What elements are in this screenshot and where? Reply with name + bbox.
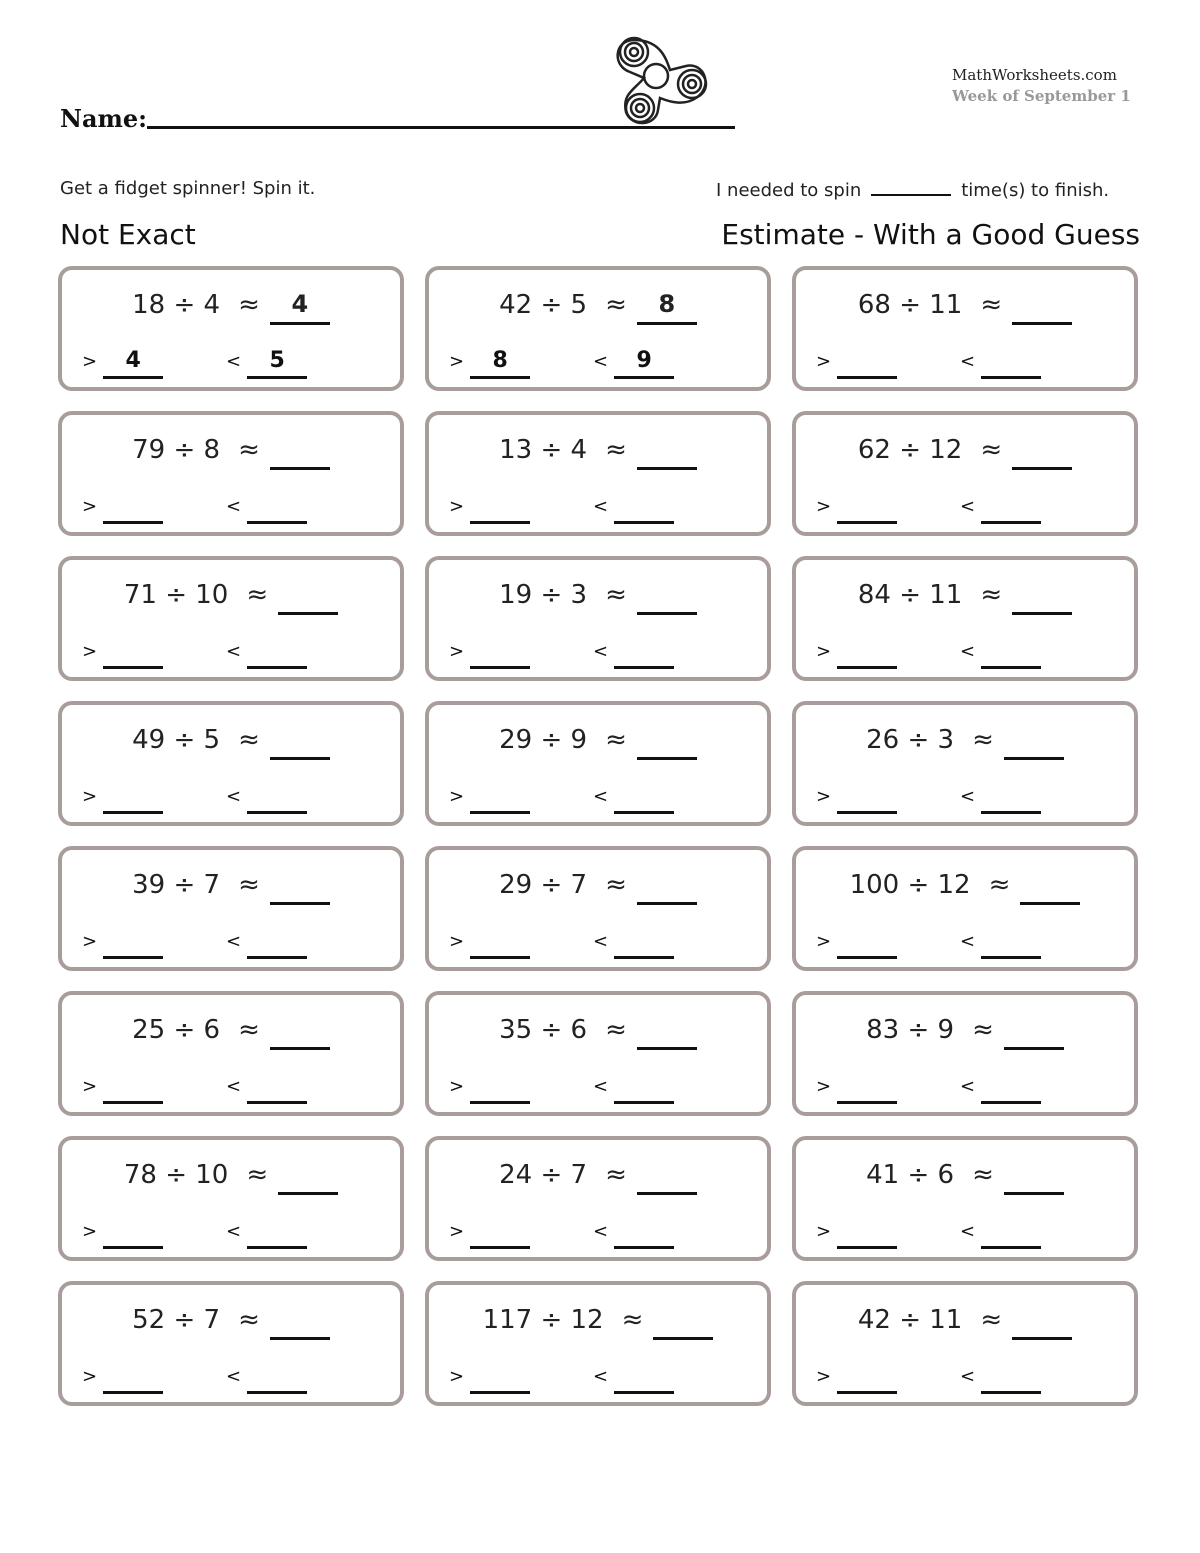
greater-than-symbol: >: [82, 1221, 98, 1242]
instruction-right-pre: I needed to spin: [716, 180, 862, 201]
approx-symbol: ≈: [980, 580, 1003, 610]
problem-card: [58, 991, 404, 1116]
problem-card: [792, 1281, 1138, 1406]
less-than-symbol: <: [593, 1076, 609, 1097]
problem-line: [62, 580, 400, 615]
greater-than-symbol: >: [449, 1076, 465, 1097]
problem-card: [58, 1136, 404, 1261]
upper-bound-field[interactable]: [981, 1365, 1041, 1394]
approx-symbol: ≈: [238, 870, 260, 900]
greater-than-symbol: >: [449, 931, 465, 952]
upper-bound-field[interactable]: [981, 495, 1041, 524]
estimate-answer-field[interactable]: [637, 725, 697, 760]
less-than-bound: [593, 930, 674, 959]
upper-bound-field[interactable]: [247, 1220, 307, 1249]
less-than-bound: [593, 785, 674, 814]
greater-than-bound: [816, 930, 897, 959]
lower-bound-field[interactable]: [470, 1220, 530, 1249]
lower-bound-field[interactable]: [837, 1365, 897, 1394]
greater-than-bound: [816, 1220, 897, 1249]
estimate-answer-field[interactable]: [1004, 725, 1064, 760]
division-expression: 71 ÷ 10: [123, 580, 229, 610]
less-than-symbol: <: [226, 786, 242, 807]
problem-card: [792, 266, 1138, 391]
problem-line: [796, 870, 1134, 905]
problem-line: [429, 290, 767, 325]
estimate-answer-field[interactable]: [637, 1160, 697, 1195]
greater-than-bound: [449, 1220, 530, 1249]
division-expression: 39 ÷ 7: [132, 870, 221, 900]
problem-line: [796, 1015, 1134, 1050]
division-expression: 42 ÷ 11: [857, 1305, 963, 1335]
problem-line: [62, 290, 400, 325]
problem-line: [62, 725, 400, 760]
problem-card: [58, 556, 404, 681]
less-than-bound: [226, 495, 307, 524]
approx-symbol: ≈: [605, 1015, 627, 1045]
spin-count-field[interactable]: [871, 178, 951, 196]
greater-than-symbol: >: [82, 931, 98, 952]
less-than-bound: [960, 350, 1041, 379]
lower-bound-field[interactable]: [837, 350, 897, 379]
estimate-answer-field[interactable]: [278, 580, 338, 615]
instruction-right-post: time(s) to finish.: [961, 180, 1110, 201]
upper-bound-field[interactable]: [614, 640, 674, 669]
greater-than-symbol: >: [816, 786, 832, 807]
upper-bound-field[interactable]: [981, 640, 1041, 669]
lower-bound-field[interactable]: [470, 640, 530, 669]
less-than-bound: [960, 495, 1041, 524]
less-than-bound: [226, 350, 307, 379]
problem-card: [58, 1281, 404, 1406]
less-than-symbol: <: [593, 1221, 609, 1242]
estimate-answer-field[interactable]: [270, 1015, 330, 1050]
approx-symbol: ≈: [980, 435, 1003, 465]
greater-than-symbol: >: [82, 496, 98, 517]
less-than-symbol: <: [226, 641, 242, 662]
division-expression: 41 ÷ 6: [866, 1160, 955, 1190]
greater-than-bound: [816, 785, 897, 814]
greater-than-symbol: >: [816, 931, 832, 952]
estimate-answer-field[interactable]: [270, 1305, 330, 1340]
instruction-right: [716, 178, 1109, 201]
upper-bound-field[interactable]: [614, 785, 674, 814]
problem-line: [429, 725, 767, 760]
problem-card: [425, 991, 771, 1116]
problem-line: [62, 1015, 400, 1050]
problem-line: [429, 580, 767, 615]
less-than-symbol: <: [960, 931, 976, 952]
approx-symbol: ≈: [246, 1160, 269, 1190]
division-expression: 24 ÷ 7: [499, 1160, 588, 1190]
problem-line: [62, 1305, 400, 1340]
upper-bound-field[interactable]: [247, 1365, 307, 1394]
problem-line: [62, 870, 400, 905]
greater-than-symbol: >: [449, 1221, 465, 1242]
approx-symbol: ≈: [238, 1305, 260, 1335]
estimate-answer-field[interactable]: [653, 1305, 713, 1340]
problem-line: [429, 1160, 767, 1195]
less-than-symbol: <: [593, 1366, 609, 1387]
title-right: Estimate - With a Good Guess: [721, 218, 1140, 251]
lower-bound-field[interactable]: [103, 785, 163, 814]
greater-than-symbol: >: [816, 641, 832, 662]
problem-card: [425, 1281, 771, 1406]
approx-symbol: ≈: [621, 1305, 644, 1335]
upper-bound-field[interactable]: [247, 785, 307, 814]
division-expression: 79 ÷ 8: [132, 435, 221, 465]
division-expression: 29 ÷ 9: [499, 725, 588, 755]
greater-than-symbol: >: [82, 1366, 98, 1387]
division-expression: 19 ÷ 3: [499, 580, 588, 610]
approx-symbol: ≈: [238, 1015, 260, 1045]
division-expression: 117 ÷ 12: [482, 1305, 604, 1335]
estimate-answer-field[interactable]: [1004, 1160, 1064, 1195]
upper-bound-field[interactable]: [614, 495, 674, 524]
greater-than-symbol: >: [449, 496, 465, 517]
problem-card: [425, 1136, 771, 1261]
problem-line: [429, 1015, 767, 1050]
less-than-bound: [593, 350, 674, 379]
lower-bound-field[interactable]: [103, 640, 163, 669]
problem-card: [792, 991, 1138, 1116]
problem-card: [58, 846, 404, 971]
division-expression: 42 ÷ 5: [499, 290, 588, 320]
division-expression: 78 ÷ 10: [123, 1160, 229, 1190]
less-than-bound: [226, 785, 307, 814]
instruction-left: Get a fidget spinner! Spin it.: [60, 178, 316, 199]
approx-symbol: ≈: [972, 1015, 994, 1045]
problem-line: [796, 290, 1134, 325]
less-than-bound: [960, 640, 1041, 669]
estimate-answer-field[interactable]: [1012, 1305, 1072, 1340]
less-than-symbol: <: [226, 496, 242, 517]
greater-than-bound: [816, 1365, 897, 1394]
less-than-symbol: <: [960, 786, 976, 807]
upper-bound-field[interactable]: [981, 1075, 1041, 1104]
problem-line: [429, 1305, 767, 1340]
upper-bound-field[interactable]: 9: [614, 350, 674, 379]
upper-bound-field[interactable]: [247, 1075, 307, 1104]
greater-than-bound: [82, 930, 163, 959]
division-expression: 68 ÷ 11: [857, 290, 963, 320]
estimate-answer-field[interactable]: 4: [270, 290, 330, 325]
upper-bound-field[interactable]: [981, 930, 1041, 959]
problem-card: [792, 411, 1138, 536]
problem-line: [62, 435, 400, 470]
week-label: Week of September 1: [952, 87, 1131, 105]
upper-bound-field[interactable]: [614, 930, 674, 959]
less-than-bound: [960, 1075, 1041, 1104]
greater-than-symbol: >: [449, 641, 465, 662]
problem-card: [425, 411, 771, 536]
approx-symbol: ≈: [246, 580, 269, 610]
lower-bound-field[interactable]: 8: [470, 350, 530, 379]
greater-than-symbol: >: [82, 351, 98, 372]
upper-bound-field[interactable]: [614, 1365, 674, 1394]
lower-bound-field[interactable]: [837, 1220, 897, 1249]
problem-card: [792, 556, 1138, 681]
less-than-bound: [226, 640, 307, 669]
approx-symbol: ≈: [980, 1305, 1003, 1335]
division-expression: 49 ÷ 5: [132, 725, 221, 755]
problem-line: [796, 1305, 1134, 1340]
lower-bound-field[interactable]: [103, 930, 163, 959]
lower-bound-field[interactable]: [103, 495, 163, 524]
approx-symbol: ≈: [972, 1160, 994, 1190]
less-than-bound: [960, 1365, 1041, 1394]
estimate-answer-field[interactable]: [637, 1015, 697, 1050]
upper-bound-field[interactable]: 5: [247, 350, 307, 379]
lower-bound-field[interactable]: [103, 1220, 163, 1249]
less-than-symbol: <: [960, 1366, 976, 1387]
greater-than-symbol: >: [816, 1076, 832, 1097]
greater-than-symbol: >: [816, 1366, 832, 1387]
less-than-symbol: <: [226, 1366, 242, 1387]
less-than-bound: [960, 930, 1041, 959]
estimate-answer-field[interactable]: [1004, 1015, 1064, 1050]
estimate-answer-field[interactable]: [637, 870, 697, 905]
less-than-symbol: <: [226, 1076, 242, 1097]
less-than-symbol: <: [593, 786, 609, 807]
greater-than-bound: [449, 495, 530, 524]
estimate-answer-field[interactable]: [270, 725, 330, 760]
greater-than-bound: [449, 785, 530, 814]
greater-than-bound: [816, 350, 897, 379]
upper-bound-field[interactable]: [981, 1220, 1041, 1249]
less-than-symbol: <: [593, 931, 609, 952]
approx-symbol: ≈: [605, 1160, 627, 1190]
approx-symbol: ≈: [605, 870, 627, 900]
approx-symbol: ≈: [605, 725, 627, 755]
greater-than-symbol: >: [449, 351, 465, 372]
less-than-symbol: <: [960, 1076, 976, 1097]
approx-symbol: ≈: [972, 725, 994, 755]
less-than-bound: [593, 1075, 674, 1104]
less-than-bound: [226, 930, 307, 959]
upper-bound-field[interactable]: [614, 1075, 674, 1104]
greater-than-bound: [82, 785, 163, 814]
problem-line: [796, 1160, 1134, 1195]
lower-bound-field[interactable]: [470, 1075, 530, 1104]
estimate-answer-field[interactable]: [637, 580, 697, 615]
approx-symbol: ≈: [605, 290, 627, 320]
problem-line: [796, 580, 1134, 615]
name-label: Name:: [60, 104, 148, 133]
less-than-symbol: <: [960, 641, 976, 662]
lower-bound-field[interactable]: [470, 785, 530, 814]
estimate-answer-field[interactable]: [1012, 580, 1072, 615]
estimate-answer-field[interactable]: [637, 435, 697, 470]
less-than-symbol: <: [226, 351, 242, 372]
problem-line: [429, 435, 767, 470]
less-than-bound: [593, 640, 674, 669]
greater-than-bound: [82, 350, 163, 379]
problem-line: [429, 870, 767, 905]
estimate-answer-field[interactable]: [1012, 435, 1072, 470]
less-than-bound: [960, 785, 1041, 814]
lower-bound-field[interactable]: [470, 930, 530, 959]
lower-bound-field[interactable]: [837, 785, 897, 814]
greater-than-bound: [449, 1365, 530, 1394]
approx-symbol: ≈: [980, 290, 1003, 320]
greater-than-symbol: >: [82, 786, 98, 807]
greater-than-symbol: >: [82, 1076, 98, 1097]
problem-line: [796, 435, 1134, 470]
greater-than-bound: [449, 350, 530, 379]
approx-symbol: ≈: [238, 435, 260, 465]
lower-bound-field[interactable]: [837, 640, 897, 669]
greater-than-symbol: >: [816, 1221, 832, 1242]
upper-bound-field[interactable]: [247, 930, 307, 959]
greater-than-bound: [82, 1220, 163, 1249]
division-expression: 52 ÷ 7: [132, 1305, 221, 1335]
estimate-answer-field[interactable]: [270, 870, 330, 905]
lower-bound-field[interactable]: [837, 1075, 897, 1104]
lower-bound-field[interactable]: [103, 1365, 163, 1394]
estimate-answer-field[interactable]: [270, 435, 330, 470]
division-expression: 100 ÷ 12: [849, 870, 971, 900]
problem-card: [792, 846, 1138, 971]
division-expression: 35 ÷ 6: [499, 1015, 588, 1045]
problem-card: [792, 1136, 1138, 1261]
estimate-answer-field[interactable]: 8: [637, 290, 697, 325]
greater-than-bound: [449, 640, 530, 669]
less-than-bound: [226, 1075, 307, 1104]
less-than-symbol: <: [593, 641, 609, 662]
approx-symbol: ≈: [605, 435, 627, 465]
greater-than-bound: [82, 640, 163, 669]
less-than-bound: [226, 1220, 307, 1249]
less-than-bound: [593, 1220, 674, 1249]
greater-than-symbol: >: [816, 351, 832, 372]
upper-bound-field[interactable]: [247, 495, 307, 524]
problem-card: [58, 266, 404, 391]
site-name: MathWorksheets.com: [952, 66, 1117, 84]
problem-card: [425, 846, 771, 971]
less-than-symbol: <: [593, 496, 609, 517]
title-left: Not Exact: [60, 218, 196, 251]
estimate-answer-field[interactable]: [1012, 290, 1072, 325]
greater-than-symbol: >: [449, 1366, 465, 1387]
greater-than-bound: [82, 495, 163, 524]
upper-bound-field[interactable]: [981, 785, 1041, 814]
greater-than-bound: [82, 1075, 163, 1104]
approx-symbol: ≈: [238, 725, 260, 755]
greater-than-symbol: >: [82, 641, 98, 662]
lower-bound-field[interactable]: [470, 495, 530, 524]
division-expression: 25 ÷ 6: [132, 1015, 221, 1045]
problem-line: [796, 725, 1134, 760]
lower-bound-field[interactable]: [837, 495, 897, 524]
upper-bound-field[interactable]: [981, 350, 1041, 379]
greater-than-bound: [816, 1075, 897, 1104]
estimate-answer-field[interactable]: [278, 1160, 338, 1195]
less-than-bound: [593, 1365, 674, 1394]
lower-bound-field[interactable]: [103, 1075, 163, 1104]
upper-bound-field[interactable]: [247, 640, 307, 669]
lower-bound-field[interactable]: [470, 1365, 530, 1394]
greater-than-bound: [449, 1075, 530, 1104]
less-than-bound: [960, 1220, 1041, 1249]
greater-than-bound: [816, 495, 897, 524]
division-expression: 26 ÷ 3: [866, 725, 955, 755]
less-than-symbol: <: [226, 931, 242, 952]
greater-than-symbol: >: [449, 786, 465, 807]
less-than-bound: [226, 1365, 307, 1394]
problem-card: [425, 266, 771, 391]
upper-bound-field[interactable]: [614, 1220, 674, 1249]
less-than-symbol: <: [960, 1221, 976, 1242]
approx-symbol: ≈: [605, 580, 627, 610]
fidget-spinner-icon: [604, 28, 716, 128]
estimate-answer-field[interactable]: [1020, 870, 1080, 905]
less-than-symbol: <: [960, 351, 976, 372]
greater-than-bound: [82, 1365, 163, 1394]
less-than-bound: [593, 495, 674, 524]
approx-symbol: ≈: [988, 870, 1011, 900]
less-than-symbol: <: [226, 1221, 242, 1242]
problem-card: [792, 701, 1138, 826]
division-expression: 29 ÷ 7: [499, 870, 588, 900]
greater-than-symbol: >: [816, 496, 832, 517]
problem-card: [58, 701, 404, 826]
less-than-symbol: <: [593, 351, 609, 372]
greater-than-bound: [816, 640, 897, 669]
division-expression: 84 ÷ 11: [857, 580, 963, 610]
division-expression: 13 ÷ 4: [499, 435, 588, 465]
approx-symbol: ≈: [238, 290, 260, 320]
less-than-symbol: <: [960, 496, 976, 517]
lower-bound-field[interactable]: 4: [103, 350, 163, 379]
division-expression: 62 ÷ 12: [857, 435, 963, 465]
problem-card: [58, 411, 404, 536]
greater-than-bound: [449, 930, 530, 959]
division-expression: 18 ÷ 4: [132, 290, 221, 320]
problem-line: [62, 1160, 400, 1195]
problem-card: [425, 701, 771, 826]
lower-bound-field[interactable]: [837, 930, 897, 959]
problem-card: [425, 556, 771, 681]
division-expression: 83 ÷ 9: [866, 1015, 955, 1045]
